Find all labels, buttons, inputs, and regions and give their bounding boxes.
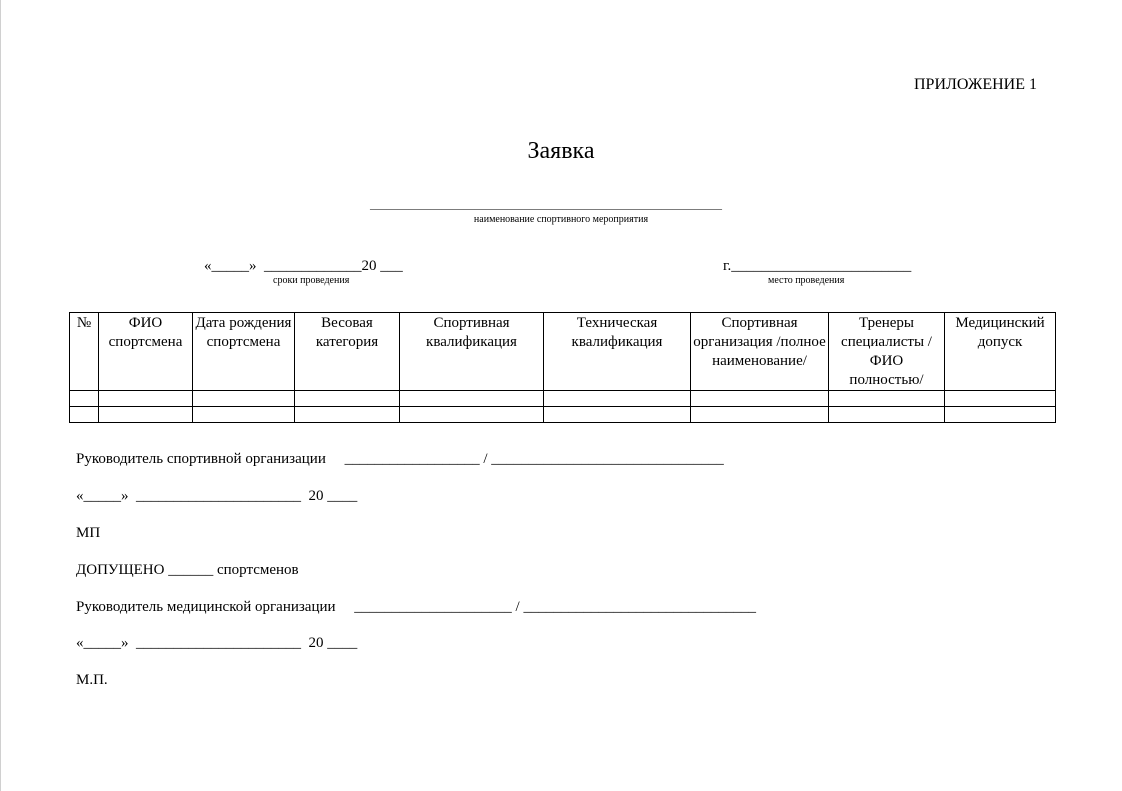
table-header-row <box>70 313 1056 391</box>
table-row <box>70 407 1056 423</box>
table-cell[interactable] <box>945 391 1056 407</box>
column-header-weight-category: Весовая категория <box>295 313 400 391</box>
table-cell[interactable] <box>295 391 400 407</box>
med-org-date-line: «_____» ______________________ 20 ____ <box>76 635 358 651</box>
table-cell[interactable] <box>70 391 99 407</box>
table-cell[interactable] <box>70 407 99 423</box>
appendix-label: ПРИЛОЖЕНИЕ 1 <box>914 76 1038 93</box>
sport-org-head-signature-line: Руководитель спортивной организации __________________ / _______________________________ <box>76 451 724 467</box>
column-header-birth-date: Дата рождения спортсмена <box>193 313 295 391</box>
table-cell[interactable] <box>99 407 193 423</box>
stamp-place-label: МП <box>76 525 101 541</box>
column-header-coaches: Тренеры специалисты /ФИО полностью/ <box>829 313 945 391</box>
page-edge <box>0 0 1 791</box>
table-cell[interactable] <box>400 391 544 407</box>
column-header-technical-qualification: Техническая квалификация <box>544 313 691 391</box>
event-place-line: г.________________________ <box>723 258 912 274</box>
sport-org-date-line: «_____» ______________________ 20 ____ <box>76 488 358 504</box>
column-header-number: № <box>70 313 99 391</box>
column-header-sport-qualification: Спортивная квалификация <box>400 313 544 391</box>
event-place-caption: место проведения <box>768 275 845 286</box>
table-cell[interactable] <box>99 391 193 407</box>
table-cell[interactable] <box>544 407 691 423</box>
med-stamp-place-label: М.П. <box>76 672 108 688</box>
column-header-medical-clearance: Медицинский допуск <box>945 313 1056 391</box>
table-cell[interactable] <box>945 407 1056 423</box>
table-cell[interactable] <box>193 391 295 407</box>
page-title: Заявка <box>527 138 595 164</box>
table-cell[interactable] <box>193 407 295 423</box>
table-cell[interactable] <box>400 407 544 423</box>
event-name-line: ________________________________________________________________ <box>370 199 722 211</box>
table-row <box>70 391 1056 407</box>
event-dates-line: «_____» _____________20 ___ <box>204 258 403 274</box>
table-cell[interactable] <box>691 407 829 423</box>
column-header-full-name: ФИО спортсмена <box>99 313 193 391</box>
table-cell[interactable] <box>691 391 829 407</box>
admitted-athletes-line: ДОПУЩЕНО ______ спортсменов <box>76 562 299 578</box>
column-header-sport-organization: Спортивная организация /полное наименование/ <box>691 313 829 391</box>
table-cell[interactable] <box>544 391 691 407</box>
application-table <box>69 312 1056 423</box>
table-cell[interactable] <box>295 407 400 423</box>
event-dates-caption: сроки проведения <box>273 275 350 286</box>
table-cell[interactable] <box>829 407 945 423</box>
event-name-caption: наименование спортивного мероприятия <box>473 214 649 225</box>
table-cell[interactable] <box>829 391 945 407</box>
med-org-head-signature-line: Руководитель медицинской организации _____________________ / _______________________________ <box>76 599 756 615</box>
